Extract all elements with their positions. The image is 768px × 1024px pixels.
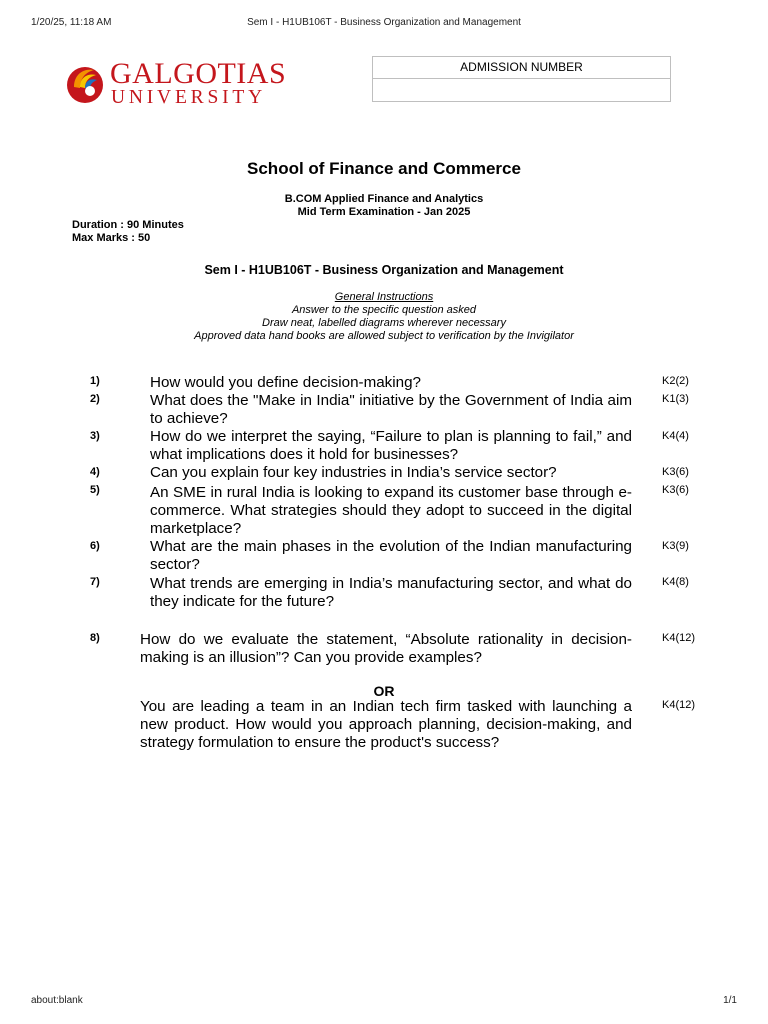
general-instructions: [0, 291, 768, 343]
question-text: What trends are emerging in India’s manufacturing sector, and what do they indicate for the future?: [150, 575, 632, 611]
duration: Duration : 90 Minutes: [72, 219, 184, 231]
question-number: 7): [90, 576, 100, 588]
program-name: B.COM Applied Finance and Analytics: [284, 193, 484, 205]
instruction-item: Draw neat, labelled diagrams wherever necessary: [262, 317, 506, 329]
print-title: Sem I - H1UB106T - Business Organization and Management: [247, 17, 521, 28]
print-header: [0, 17, 768, 31]
question-marks: K3(6): [662, 484, 689, 496]
instructions-heading: General Instructions: [334, 291, 434, 303]
question-marks: K2(2): [662, 375, 689, 387]
question-marks: K3(9): [662, 540, 689, 552]
question-marks: K4(12): [662, 632, 696, 644]
instruction-item: Approved data hand books are allowed subject to verification by the Invigilator: [194, 330, 574, 342]
question-text: Can you explain four key industries in India’s service sector?: [150, 464, 557, 481]
question-text: How would you define decision-making?: [150, 374, 421, 391]
question-number: 8): [90, 632, 100, 644]
logo-line2: UNIVERSITY: [111, 87, 266, 108]
question-number: 1): [90, 375, 100, 387]
instruction-item: Answer to the specific question asked: [291, 304, 477, 316]
question-marks: K4(4): [662, 430, 689, 442]
alt-question-marks: K4(12): [662, 699, 696, 711]
print-page-number: 1/1: [723, 995, 737, 1006]
exam-meta: [72, 219, 184, 245]
exam-name: Mid Term Examination - Jan 2025: [297, 206, 471, 218]
print-footer: [0, 995, 768, 1009]
question-number: 5): [90, 484, 100, 496]
question-marks: K3(6): [662, 466, 689, 478]
question-text: How do we interpret the saying, “Failure to plan is planning to fail,” and what implications does it hold for businesses?: [150, 428, 632, 464]
question-text: How do we evaluate the statement, “Absolute rationality in decision-making is an illusion”? Can you provide examples?: [140, 631, 632, 667]
question-marks: K4(8): [662, 576, 689, 588]
question-number: 6): [90, 540, 100, 552]
question-number: 3): [90, 430, 100, 442]
program-block: [0, 193, 768, 219]
school-name: School of Finance and Commerce: [247, 159, 521, 178]
alt-question-text: You are leading a team in an Indian tech firm tasked with launching a new product. How would you approach planning, decision-making, and strategy formulation to ensure the product's success?: [140, 698, 632, 752]
question-number: 4): [90, 466, 100, 478]
question-text: What are the main phases in the evolution of the Indian manufacturing sector?: [150, 538, 632, 574]
admission-number-box: [372, 56, 671, 102]
print-timestamp: 1/20/25, 11:18 AM: [31, 17, 112, 28]
question-number: 2): [90, 393, 100, 405]
logo-emblem-icon: [66, 60, 106, 108]
admission-number-label: ADMISSION NUMBER: [373, 57, 670, 79]
question-text: What does the "Make in India" initiative by the Government of India aim to achieve?: [150, 392, 632, 428]
university-logo: [66, 57, 287, 110]
course-title: Sem I - H1UB106T - Business Organization and Management: [204, 263, 564, 277]
question-marks: K1(3): [662, 393, 689, 405]
or-separator: OR: [373, 683, 395, 699]
print-url: about:blank: [31, 995, 83, 1006]
max-marks: Max Marks : 50: [72, 232, 151, 244]
logo-line1: GALGOTIAS: [110, 57, 287, 90]
question-text: An SME in rural India is looking to expand its customer base through e-commerce. What strategies should they adopt to succeed in the digital marketplace?: [150, 484, 632, 538]
